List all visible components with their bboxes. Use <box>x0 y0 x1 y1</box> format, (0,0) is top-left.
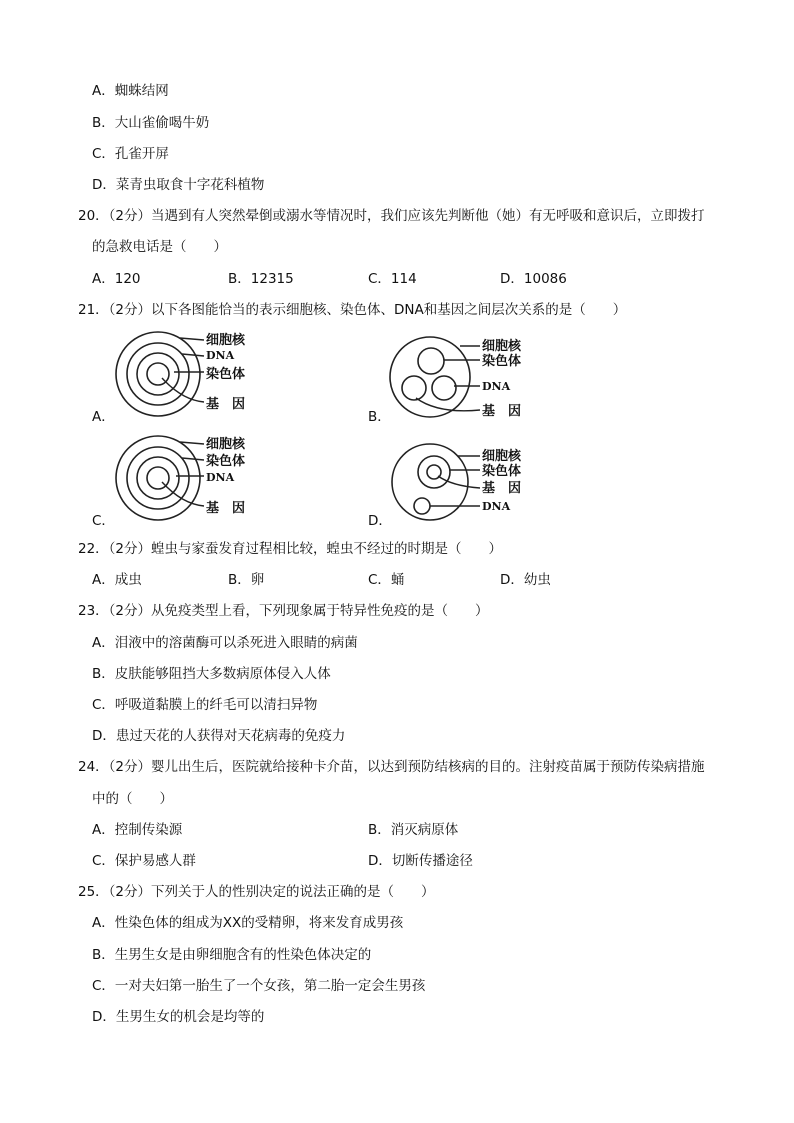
diagram-d-label-chromosome: 染色体 <box>482 464 522 479</box>
diagram-c-label-chromosome: 染色体 <box>206 454 246 469</box>
diagram-d-label-nucleus: 细胞核 <box>482 449 522 464</box>
q21-diagram-d <box>388 440 548 526</box>
q24-stem-line1: 24．（2分）婴儿出生后，医院就给接种卡介苗，以达到预防结核病的目的。注射疫苗属于预防传染病措施 <box>78 759 705 775</box>
q20-option-a[interactable]: A．120 <box>92 271 141 287</box>
diagram-a-label-nucleus: 细胞核 <box>206 333 246 348</box>
q20-stem-line1: 20．（2分）当遇到有人突然晕倒或溺水等情况时，我们应该先判断他（她）有无呼吸和意识后，立即拨打 <box>78 208 705 224</box>
q24-stem-line2: 中的（ ） <box>92 791 173 807</box>
q24-option-d[interactable]: D．切断传播途径 <box>368 853 473 869</box>
diagram-b-label-dna: DNA <box>482 380 511 393</box>
q22-option-d[interactable]: D．幼虫 <box>500 572 551 588</box>
q25-option-c[interactable]: C．一对夫妇第一胎生了一个女孩，第二胎一定会生男孩 <box>92 978 426 994</box>
q25-stem: 25．（2分）下列关于人的性别决定的说法正确的是（ ） <box>78 884 435 900</box>
q19-option-c[interactable]: C．孔雀开屏 <box>92 146 169 162</box>
diagram-c-label-gene: 基 因 <box>206 501 246 516</box>
diagram-d-label-dna: DNA <box>482 500 511 513</box>
q21-diagram-b <box>388 332 548 422</box>
q22-option-b[interactable]: B．卵 <box>228 572 265 588</box>
q23-option-a[interactable]: A．泪液中的溶菌酶可以杀死进入眼睛的病菌 <box>92 635 358 651</box>
q22-option-a[interactable]: A．成虫 <box>92 572 142 588</box>
q20-option-d[interactable]: D．10086 <box>500 271 567 287</box>
diagram-c-label-nucleus: 细胞核 <box>206 437 246 452</box>
q21-option-d[interactable]: D． <box>368 513 392 529</box>
q20-option-b[interactable]: B．12315 <box>228 271 294 287</box>
diagram-b-label-gene: 基 因 <box>482 404 522 419</box>
diagram-a-label-gene: 基 因 <box>206 397 246 412</box>
diagram-d-label-gene: 基 因 <box>482 481 522 496</box>
q22-option-c[interactable]: C．蛹 <box>368 572 405 588</box>
q24-option-b[interactable]: B．消灭病原体 <box>368 822 459 838</box>
q19-option-a[interactable]: A．蜘蛛结网 <box>92 83 169 99</box>
q21-diagram-a <box>110 328 280 420</box>
q23-option-b[interactable]: B．皮肤能够阻挡大多数病原体侵入人体 <box>92 666 331 682</box>
q23-option-c[interactable]: C．呼吸道黏膜上的纤毛可以清扫异物 <box>92 697 318 713</box>
diagram-b-label-chromosome: 染色体 <box>482 354 522 369</box>
diagram-a-label-dna: DNA <box>206 349 235 362</box>
q19-option-b[interactable]: B．大山雀偷喝牛奶 <box>92 115 210 131</box>
q24-option-a[interactable]: A．控制传染源 <box>92 822 183 838</box>
q24-option-c[interactable]: C．保护易感人群 <box>92 853 196 869</box>
q25-option-d[interactable]: D．生男生女的机会是均等的 <box>92 1009 265 1025</box>
q21-option-b[interactable]: B． <box>368 409 391 425</box>
q25-option-a[interactable]: A．性染色体的组成为XX的受精卵，将来发育成男孩 <box>92 915 404 931</box>
q20-stem-line2: 的急救电话是（ ） <box>92 239 227 255</box>
diagram-a-label-chromosome: 染色体 <box>206 367 246 382</box>
q21-diagram-c <box>110 432 280 524</box>
q21-option-c[interactable]: C． <box>92 513 115 529</box>
q23-option-d[interactable]: D．患过天花的人获得对天花病毒的免疫力 <box>92 728 346 744</box>
q21-stem: 21．（2分）以下各图能恰当的表示细胞核、染色体、DNA和基因之间层次关系的是（ ） <box>78 302 627 318</box>
q25-option-b[interactable]: B．生男生女是由卵细胞含有的性染色体决定的 <box>92 947 372 963</box>
q23-stem: 23．（2分）从免疫类型上看，下列现象属于特异性免疫的是（ ） <box>78 603 489 619</box>
q22-stem: 22．（2分）蝗虫与家蚕发育过程相比较，蝗虫不经过的时期是（ ） <box>78 541 503 557</box>
q21-option-a[interactable]: A． <box>92 409 115 425</box>
diagram-b-label-nucleus: 细胞核 <box>482 339 522 354</box>
diagram-c-label-dna: DNA <box>206 471 235 484</box>
q20-option-c[interactable]: C．114 <box>368 271 417 287</box>
q19-option-d[interactable]: D．菜青虫取食十字花科植物 <box>92 177 265 193</box>
